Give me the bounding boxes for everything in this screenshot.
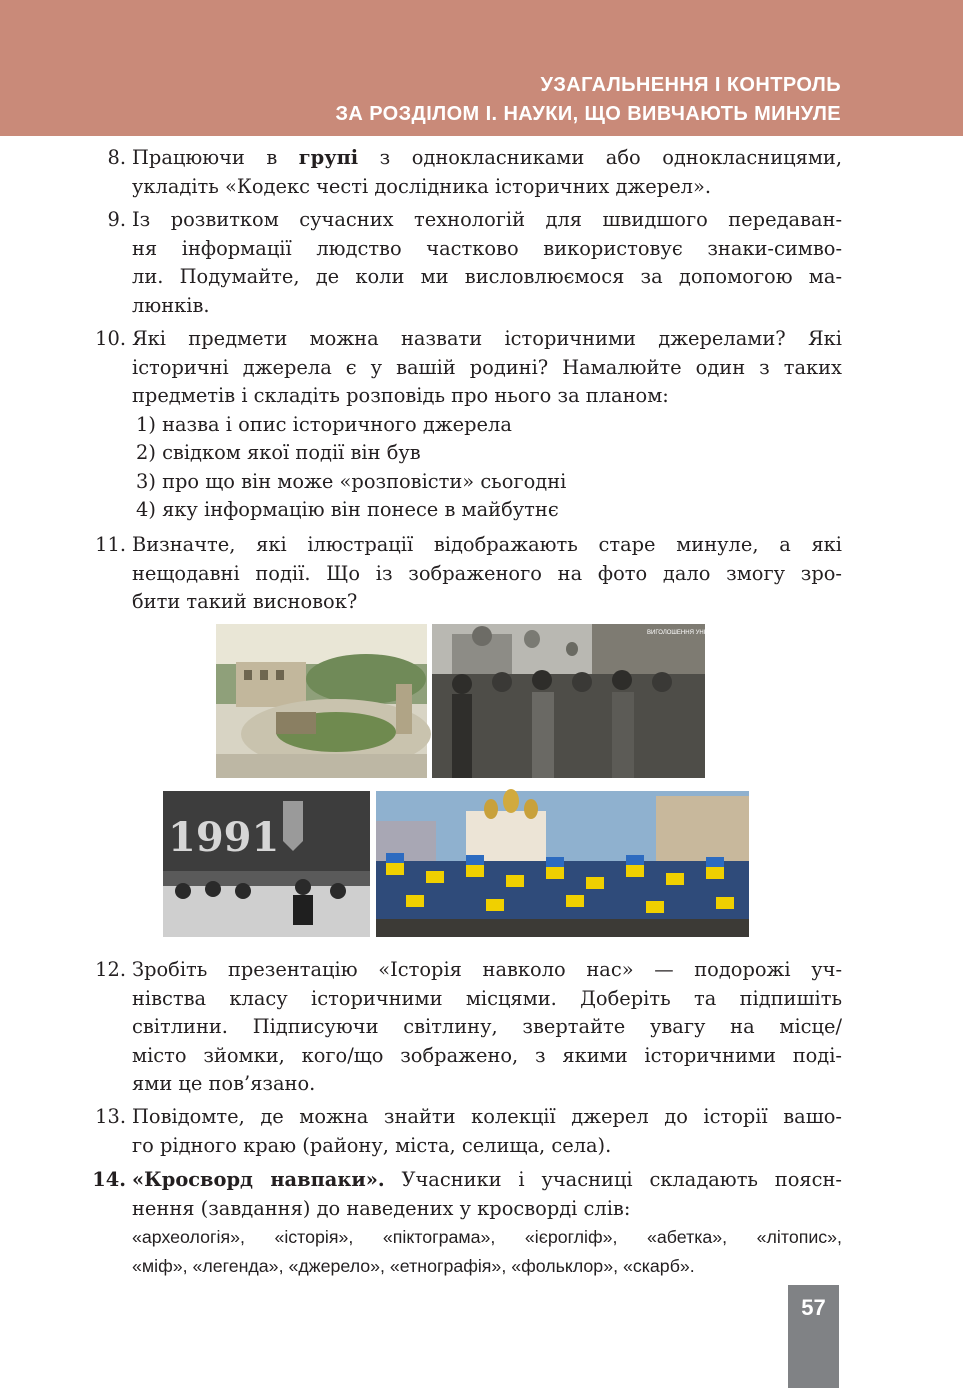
task-text-line: нення (завдання) до наведених у кросворді слів: bbox=[132, 1196, 631, 1220]
task-number: 12. bbox=[95, 958, 126, 981]
task-text-line: нівства класу історичними місцями. Доберіть та підпишіть bbox=[132, 986, 842, 1010]
page-number: 57 bbox=[788, 1285, 839, 1388]
crossword-words-line: «міф», «легенда», «джерело», «етнографія», «фольклор», «скарб». bbox=[132, 1255, 695, 1276]
task-10 bbox=[92, 325, 842, 525]
header-title-line-2: ЗА РОЗДІЛОМ І. НАУКИ, ЩО ВИВЧАЮТЬ МИНУЛЕ bbox=[335, 103, 841, 125]
plan-item: 1) назва і опис історичного джерела bbox=[136, 412, 512, 436]
task-text-line: Повідомте, де можна знайти колекції джерел до історії вашо- bbox=[132, 1105, 842, 1128]
task-text-line: го рідного краю (району, міста, селища, села). bbox=[132, 1133, 612, 1157]
task-title: «Кросворд навпаки». bbox=[132, 1168, 385, 1191]
plan-list bbox=[136, 411, 842, 525]
task-12 bbox=[92, 956, 842, 1099]
task-text-line: Визначте, які ілюстрації відображають старе минуле, а які bbox=[132, 533, 842, 556]
chapter-header-band bbox=[0, 0, 963, 136]
task-text-line: ями це пов’язано. bbox=[132, 1072, 316, 1095]
task-text-line: світлини. Підписуючи світлину, звертайте увагу на місце/ bbox=[132, 1015, 842, 1038]
header-title-line-1: УЗАГАЛЬНЕННЯ І КОНТРОЛЬ bbox=[540, 74, 841, 96]
task-11 bbox=[92, 531, 842, 617]
task-number: 10. bbox=[95, 327, 126, 350]
task-text-line: люнків. bbox=[132, 293, 210, 317]
task-text-line: місто зйомки, кого/що зображено, з якими історичними поді- bbox=[132, 1043, 842, 1067]
task-text-line: ня інформації людство частково використовує знаки-симво- bbox=[132, 236, 842, 260]
task-14 bbox=[92, 1166, 842, 1280]
task-text-line: бити такий висновок? bbox=[132, 590, 358, 613]
photo-1991-session bbox=[163, 791, 370, 937]
task-text-line: Із розвитком сучасних технологій для швидшого передаван- bbox=[132, 208, 842, 231]
photo-old-city-square bbox=[216, 624, 427, 778]
task-9 bbox=[92, 206, 842, 320]
task-number: 11. bbox=[95, 533, 126, 556]
plan-item: 3) про що він може «розповісти» сьогодні bbox=[136, 469, 567, 493]
task-number: 14. bbox=[92, 1168, 126, 1191]
task-text-line: «Кросворд навпаки». Учасники і учасниці складають поясн- bbox=[132, 1168, 842, 1191]
plan-item: 4) яку інформацію він понесе в майбутнє bbox=[136, 498, 559, 521]
task-text-line: Які предмети можна назвати історичними джерелами? Які bbox=[132, 327, 842, 350]
task-text-line: укладіть «Кодекс честі дослідника історичних джерел». bbox=[132, 174, 712, 198]
photo-caption-text: ВИГОЛОШЕННЯ УНІВЕРСАЛУ bbox=[647, 630, 734, 636]
task-text-line: Працюючи в групі з однокласниками або однокласницями, bbox=[132, 146, 842, 169]
plan-item: 2) свідком якої події він був bbox=[136, 441, 421, 464]
task-text-line: предметів і складіть розповідь про нього за планом: bbox=[132, 384, 669, 407]
task-number: 9. bbox=[107, 208, 126, 231]
task-8 bbox=[92, 144, 842, 201]
crossword-words-line: «археологія», «історія», «піктограма», «ієрогліф», «абетка», «літопис», bbox=[132, 1227, 842, 1247]
task-number: 13. bbox=[95, 1105, 126, 1128]
task-number: 8. bbox=[107, 146, 126, 169]
year-1991-text: 1991 bbox=[168, 814, 280, 861]
task-text-line: Зробіть презентацію «Історія навколо нас» — подорожі уч- bbox=[132, 958, 842, 981]
photo-modern-rally-flags bbox=[376, 791, 749, 937]
task-13 bbox=[92, 1103, 842, 1160]
task-text-line: ли. Подумайте, де коли ми висловлюємося за допомогою ма- bbox=[132, 265, 842, 288]
bold-term: групі bbox=[298, 146, 359, 169]
task-text-line: історичні джерела є у вашій родині? Намалюйте один з таких bbox=[132, 355, 842, 379]
task-text-line: нещодавні події. Що із зображеного на фото дало змогу зро- bbox=[132, 561, 842, 585]
photo-historic-crowd bbox=[432, 624, 734, 778]
